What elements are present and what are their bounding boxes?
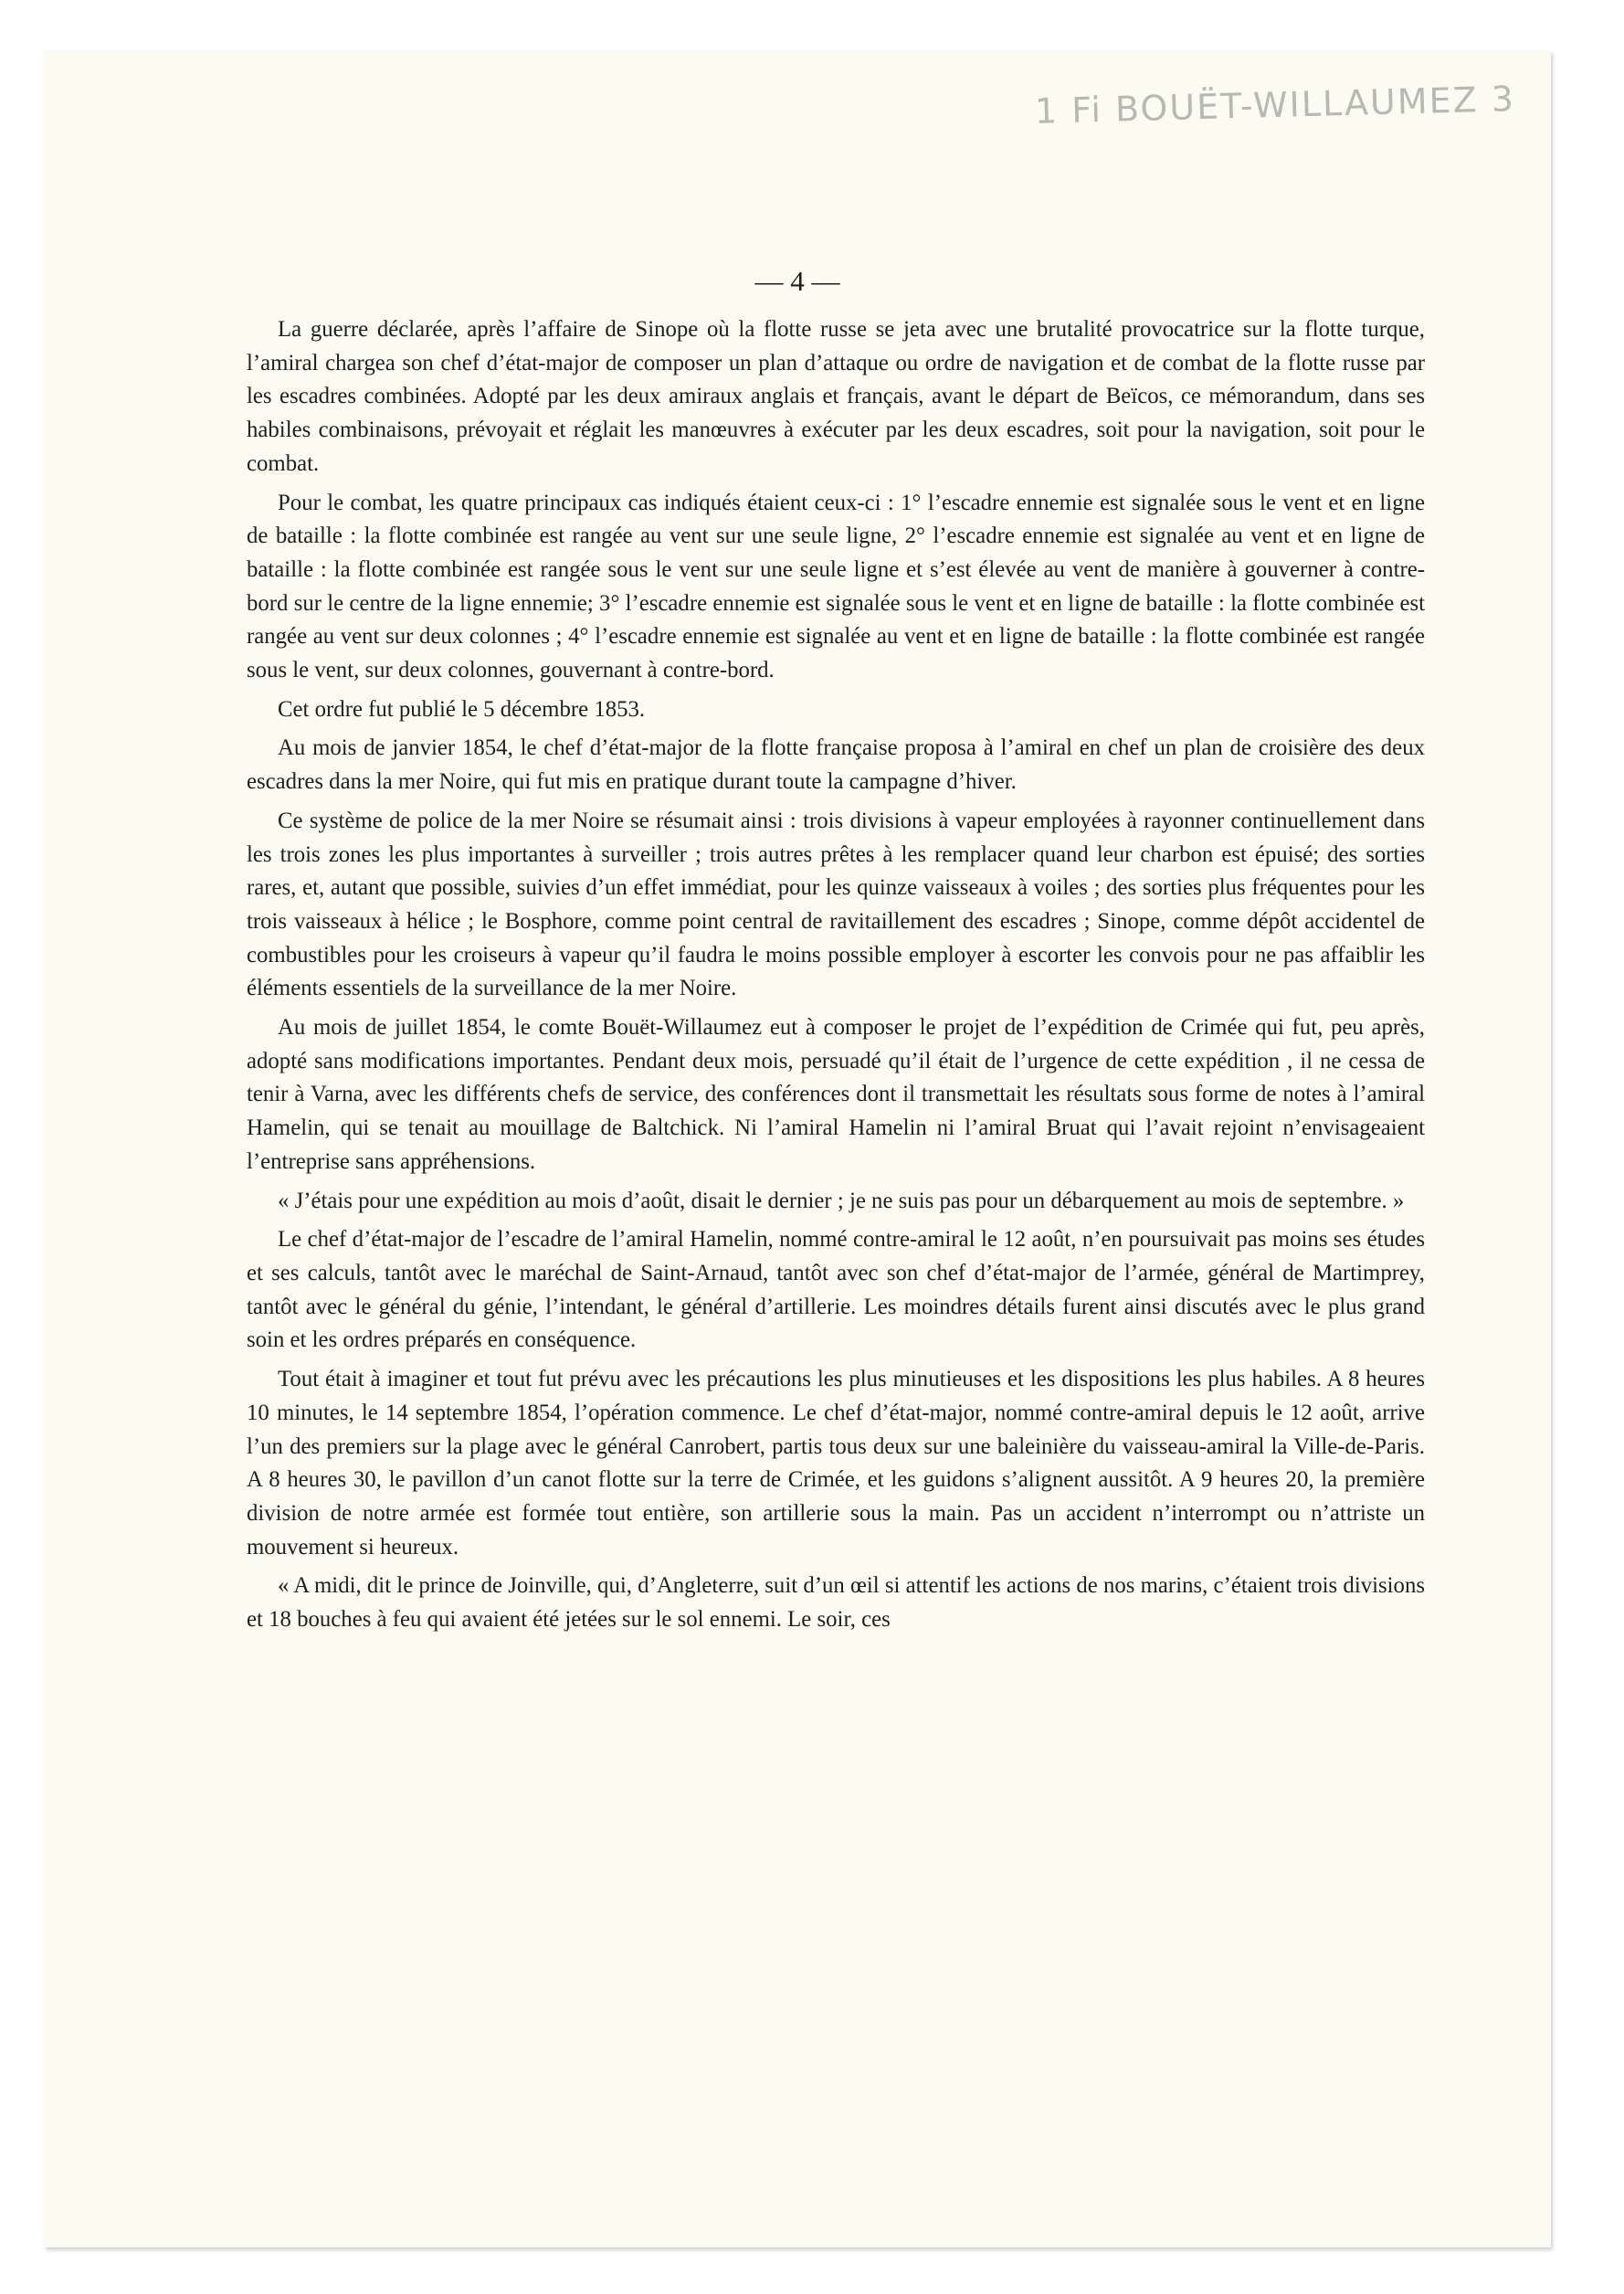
paragraph: « A midi, dit le prince de Joinville, qui, d’Angleterre, suit d’un œil si attentif les actions de nos marins, c’étaient trois divisions et 18 bouches à feu qui avaient été jetées sur le sol ennemi. Le soir, ces (247, 1573, 1425, 1633)
paragraph: La guerre déclarée, après l’affaire de Sinope où la flotte russe se jeta avec une brutalité provocatrice sur la flotte turque, l’amiral chargea son chef d’état-major de composer un plan d’attaque ou ordre de navigation et de combat de la flotte russe par les escadres combinées. Adopté par les deux amiraux anglais et français, avant le départ de Beïcos, ce mémorandum, dans ses habiles combinaisons, prévoyait et réglait les manœuvres à exécuter par les deux escadres, soit pour la navigation, soit pour le combat. (247, 317, 1425, 476)
paragraph: « J’étais pour une expédition au mois d’août, disait le dernier ; je ne suis pas pour un débarquement au mois de septembre. » (278, 1188, 1405, 1213)
paragraph: Au mois de janvier 1854, le chef d’état-major de la flotte française proposa à l’amiral en chef un plan de croisière des deux escadres dans la mer Noire, qui fut mis en pratique durant toute la campagne d’hiver. (247, 735, 1425, 795)
paragraph: Le chef d’état-major de l’escadre de l’amiral Hamelin, nommé contre-amiral le 12 août, n’en poursuivait pas moins ses études et ses calculs, tantôt avec le maréchal de Saint-Arnaud, tantôt avec son chef d’état-major de l’armée, général de Martimprey, tantôt avec le général du génie, l’intendant, le général d’artillerie. Les moindres détails furent ainsi discutés avec le plus grand soin et les ordres préparés en conséquence. (247, 1227, 1425, 1353)
paragraph: Ce système de police de la mer Noire se résumait ainsi : trois divisions à vapeur employées à rayonner continuellement dans les trois zones les plus importantes à surveiller ; trois autres prêtes à les remplacer quand leur charbon est épuisé; des sorties rares, et, autant que possible, suivies d’un effet immédiat, pour les quinze vaisseaux à voiles ; des sorties plus fréquentes pour les trois vaisseaux à hélice ; le Bosphore, comme point central de ravitaillement des escadres ; Sinope, comme dépôt accidentel de combustibles pour les croiseurs à vapeur qu’il faudra le moins possible employer à escorter les convois pour ne pas affaiblir les éléments essentiels de la surveillance de la mer Noire. (247, 808, 1425, 1001)
paper-sheet (44, 50, 1551, 2247)
paragraph: Pour le combat, les quatre principaux cas indiqués étaient ceux-ci : 1° l’escadre ennemie est signalée sous le vent et en ligne de bataille : la flotte combinée est rangée au vent sur une seule ligne, 2° l’escadre ennemie est signalée au vent et en ligne de bataille : la flotte combinée est rangée sous le vent sur une seule ligne et s’est élevée au vent de manière à gouverner à contre-bord sur le centre de la ligne ennemie; 3° l’escadre ennemie est signalée sous le vent et en ligne de bataille : la flotte combinée est rangée au vent sur deux colonnes ; 4° l’escadre ennemie est signalée au vent et en ligne de bataille : la flotte combinée est rangée sous le vent, sur deux colonnes, gouvernant à contre-bord. (247, 490, 1425, 683)
body-text (247, 313, 1425, 1643)
paragraph: Cet ordre fut publié le 5 décembre 1853. (278, 696, 646, 722)
paragraph: Tout était à imaginer et tout fut prévu avec les précautions les plus minutieuses et les dispositions les plus habiles. A 8 heures 10 minutes, le 14 septembre 1854, l’opération commence. Le chef d’état-major, nommé contre-amiral depuis le 12 août, arrive l’un des premiers sur la plage avec le général Canrobert, partis tous deux sur une baleinière du vaisseau-amiral la Ville-de-Paris. A 8 heures 30, le pavillon d’un canot flotte sur la terre de Crimée, et les guidons s’alignent aussitôt. A 9 heures 20, la première division de notre armée est formée tout entière, son artillerie sous la main. Pas un accident n’interrompt ou n’attriste un mouvement si heureux. (247, 1367, 1425, 1559)
archive-handwritten-note: 1 Fi BOUËT-WILLAUMEZ 3 (1034, 79, 1516, 132)
paragraph: Au mois de juillet 1854, le comte Bouët-Willaumez eut à composer le projet de l’expédition de Crimée qui fut, peu après, adopté sans modifications importantes. Pendant deux mois, persuadé qu’il était de l’urgence de cette expédition , il ne cessa de tenir à Varna, avec les différents chefs de service, des conférences dont il transmettait les résultats sous forme de notes à l’amiral Hamelin, qui se tenait au mouillage de Baltchick. Ni l’amiral Hamelin ni l’amiral Bruat qui l’avait rejoint n’envisageaient l’entreprise sans appréhensions. (247, 1015, 1425, 1174)
page-number: — 4 — (754, 265, 840, 297)
